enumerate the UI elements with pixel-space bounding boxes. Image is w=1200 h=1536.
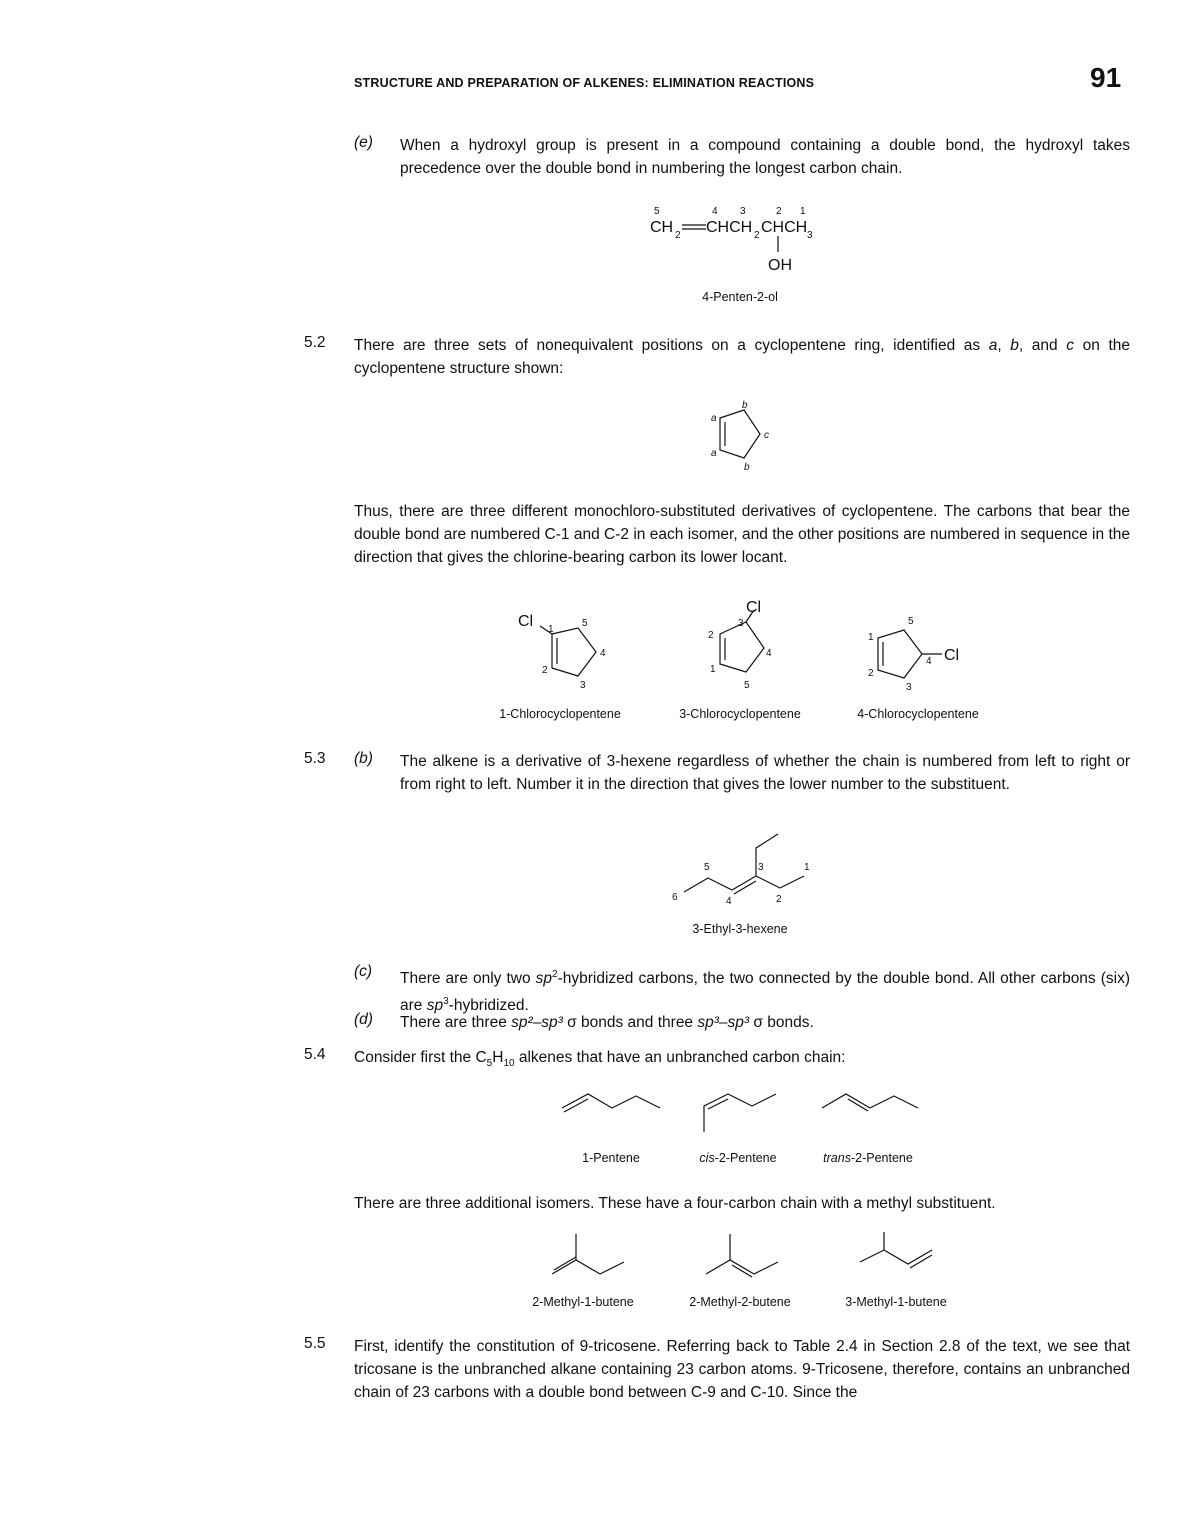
item-b-label: (b) [354, 750, 373, 767]
svg-text:3: 3 [906, 682, 912, 693]
label-b-top: b [742, 400, 748, 411]
caption-3-chlorocyclopentene: 3-Chlorocyclopentene [679, 707, 801, 721]
svg-text:5: 5 [582, 618, 588, 629]
section-5-5-number: 5.5 [304, 1335, 326, 1352]
caption-trans-2-pentene: trans-2-Pentene [823, 1151, 913, 1165]
oh-group: OH [768, 257, 792, 274]
svg-text:4: 4 [766, 648, 772, 659]
ch2-group: CH [650, 219, 674, 236]
section-5-4-number: 5.4 [304, 1046, 326, 1063]
caption-1-pentene: 1-Pentene [582, 1151, 640, 1165]
locant-3: 3 [740, 206, 746, 217]
svg-text:2: 2 [868, 668, 874, 679]
sub-2b: 2 [754, 230, 760, 241]
svg-text:3: 3 [758, 862, 764, 873]
svg-text:2: 2 [708, 630, 714, 641]
hexene-caption: 3-Ethyl-3-hexene [692, 922, 788, 936]
cl-3: Cl [746, 599, 762, 616]
item-b-text: The alkene is a derivative of 3-hexene regardless of whether the chain is numbered from left to right or from right to left. Number it in the direction that gives the lower number to the substituent. [400, 753, 1130, 793]
item-c-label: (c) [354, 963, 373, 980]
label-c: c [764, 430, 769, 441]
sub-2a: 2 [675, 230, 681, 241]
label-a-top: a [711, 413, 717, 424]
cl-4: Cl [944, 647, 960, 664]
cyclopentene-positions [700, 398, 780, 478]
3-ethyl-3-hexene-structure [660, 826, 820, 916]
svg-text:2: 2 [542, 665, 548, 676]
1-pentene-structure [556, 1084, 666, 1124]
chch3-group: CHCH [761, 219, 808, 236]
caption-1-chlorocyclopentene: 1-Chlorocyclopentene [499, 707, 621, 721]
page-number: 91 [1090, 62, 1122, 93]
chch2-group: CHCH [706, 219, 753, 236]
item-d-label: (d) [354, 1011, 373, 1028]
3-methyl-1-butene-structure [854, 1230, 944, 1282]
svg-text:6: 6 [672, 892, 678, 903]
svg-text:3: 3 [738, 618, 744, 629]
section-5-2-text: There are three sets of nonequivalent positions on a cyclopentene ring, identified as a, b, and c on the cyclopentene structure shown: [354, 337, 1130, 377]
1-chlorocyclopentene-structure [510, 596, 620, 696]
caption-2-methyl-2-butene: 2-Methyl-2-butene [689, 1295, 791, 1309]
section-5-2-number: 5.2 [304, 334, 326, 351]
item-c-text: There are only two $sp^2$-hybridized carbons, the two connected by the double bond. All other carbons (six) are $sp^3$-hybridized. [400, 969, 1130, 1015]
3-chlorocyclopentene-structure [700, 596, 800, 696]
item-e-text: When a hydroxyl group is present in a compound containing a double bond, the hydroxyl takes precedence over the double bond in numbering the longest carbon chain. [400, 137, 1130, 177]
2-methyl-1-butene-structure [546, 1230, 636, 1282]
pentenol-caption: 4-Penten-2-ol [702, 290, 778, 304]
section-5-5-text: First, identify the constitution of 9-tricosene. Referring back to Table 2.4 in Section 2.8 of the text, we see that tricosane is the unbranched alkane containing 23 carbon atoms. 9-Tricosene, therefore, contains an unbranched chain of 23 carbons with a double bond between C-9 and C-10. Since the [354, 1338, 1130, 1401]
running-header: STRUCTURE AND PREPARATION OF ALKENES: ELIMINATION REACTIONS [354, 76, 815, 90]
section-5-3-number: 5.3 [304, 750, 326, 767]
section-5-4-text2: There are three additional isomers. These have a four-carbon chain with a methyl substituent. [354, 1195, 996, 1212]
caption-3-methyl-1-butene: 3-Methyl-1-butene [845, 1295, 947, 1309]
caption-2-methyl-1-butene: 2-Methyl-1-butene [532, 1295, 634, 1309]
svg-text:1: 1 [548, 624, 554, 635]
locant-4: 4 [712, 206, 718, 217]
svg-text:4: 4 [726, 896, 732, 907]
trans-2-pentene-structure [816, 1084, 926, 1124]
svg-text:2: 2 [776, 894, 782, 905]
sub-3: 3 [807, 230, 813, 241]
svg-text:3: 3 [580, 680, 586, 691]
svg-text:1: 1 [710, 664, 716, 675]
2-methyl-2-butene-structure [700, 1230, 790, 1282]
svg-text:1: 1 [804, 862, 810, 873]
label-a-bottom: a [711, 448, 717, 459]
locant-1: 1 [800, 206, 806, 217]
svg-text:5: 5 [704, 862, 710, 873]
item-d-text: There are three sp²–sp³ σ bonds and three sp³–sp³ σ bonds. [400, 1014, 814, 1031]
svg-text:5: 5 [908, 616, 914, 627]
svg-text:4: 4 [600, 648, 606, 659]
svg-text:4: 4 [926, 656, 932, 667]
locant-2: 2 [776, 206, 782, 217]
section-5-4-text: Consider first the $C_5H_{10}$ alkenes that have an unbranched carbon chain: [354, 1049, 846, 1070]
svg-text:5: 5 [744, 680, 750, 691]
item-e-label: (e) [354, 134, 373, 151]
section-5-2-para2: Thus, there are three different monochloro-substituted derivatives of cyclopentene. The carbons that bear the double bond are numbered C-1 and C-2 in each isomer, and the other positions are numbered in sequence in the direction that gives the chlorine-bearing carbon its lower locant. [354, 503, 1130, 566]
cis-2-pentene-structure [696, 1084, 786, 1140]
caption-4-chlorocyclopentene: 4-Chlorocyclopentene [857, 707, 979, 721]
svg-text:1: 1 [868, 632, 874, 643]
caption-cis-2-pentene: cis-2-Pentene [699, 1151, 777, 1165]
4-chlorocyclopentene-structure [866, 610, 986, 696]
locant-5: 5 [654, 206, 660, 217]
label-b-bottom: b [744, 462, 750, 473]
cl-1: Cl [518, 613, 534, 630]
